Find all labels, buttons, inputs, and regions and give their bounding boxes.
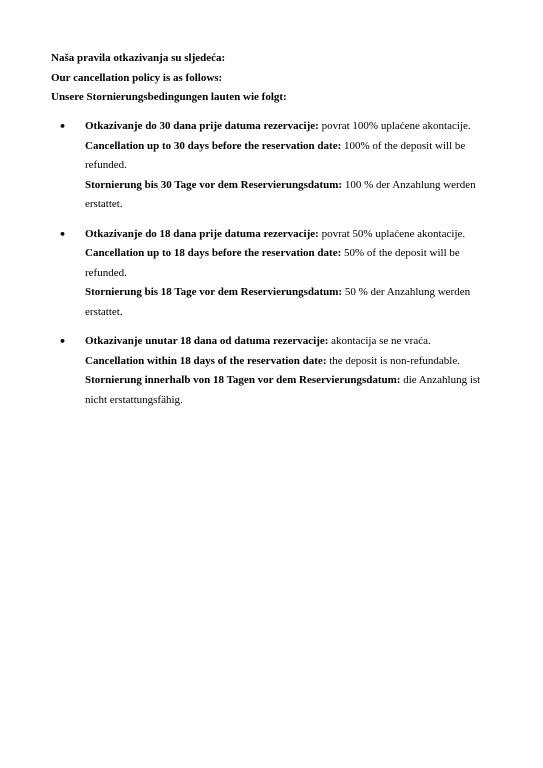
- heading-croatian: Naša pravila otkazivanja su sljedeća:: [51, 52, 226, 64]
- entry-german: [85, 176, 491, 215]
- entry-text: povrat 100% uplaćene akontacije.: [321, 120, 471, 132]
- policy-item-within-18-days: [51, 332, 491, 410]
- entry-text: povrat 50% uplaćene akontacije.: [321, 227, 466, 240]
- cancellation-policy-list: [51, 117, 491, 420]
- bullet-icon: •: [59, 227, 67, 241]
- entry-croatian: [85, 332, 491, 352]
- entry-label: Cancellation up to 18 days before the reservation date:: [85, 247, 342, 259]
- entry-label: Cancellation within 18 days of the reservation date:: [85, 354, 327, 367]
- entry-text: the deposit is non-refundable.: [329, 354, 460, 367]
- entry-label: Stornierung bis 30 Tage vor dem Reservierungsdatum:: [85, 178, 343, 191]
- entry-english: [85, 244, 491, 283]
- entry-croatian: [85, 117, 491, 137]
- entry-text: 100% of the deposit will be refunded.: [85, 139, 466, 171]
- policy-heading-block: [51, 49, 491, 108]
- entry-text: 100 % der Anzahlung werden erstattet.: [85, 178, 476, 210]
- entry-text: die Anzahlung ist nicht erstattungsfähig.: [85, 374, 481, 406]
- entry-label: Cancellation up to 30 days before the reservation date:: [85, 139, 342, 152]
- entry-german: [85, 371, 491, 410]
- entry-label: Otkazivanje do 18 dana prije datuma rezervacije:: [85, 227, 319, 240]
- entry-text: 50% of the deposit will be refunded.: [85, 247, 460, 279]
- entry-text: akontacija se ne vraća.: [331, 335, 431, 347]
- policy-item-18-days: [51, 225, 491, 323]
- heading-german: Unsere Stornierungsbedingungen lauten wie folgt:: [51, 91, 287, 103]
- policy-item-30-days: [51, 117, 491, 215]
- entry-label: Otkazivanje do 30 dana prije datuma rezervacije:: [85, 120, 319, 132]
- entry-label: Otkazivanje unutar 18 dana od datuma rezervacije:: [85, 335, 329, 347]
- entry-croatian: [85, 225, 491, 245]
- entry-text: 50 % der Anzahlung werden erstattet.: [85, 286, 471, 318]
- bullet-icon: •: [59, 120, 67, 133]
- entry-english: [85, 137, 491, 176]
- entry-german: [85, 283, 491, 322]
- entry-label: Stornierung bis 18 Tage vor dem Reservierungsdatum:: [85, 286, 343, 298]
- entry-english: [85, 352, 491, 372]
- entry-label: Stornierung innerhalb von 18 Tagen vor dem Reservierungsdatum:: [85, 374, 401, 386]
- heading-english: Our cancellation policy is as follows:: [51, 71, 223, 84]
- bullet-icon: •: [59, 335, 67, 348]
